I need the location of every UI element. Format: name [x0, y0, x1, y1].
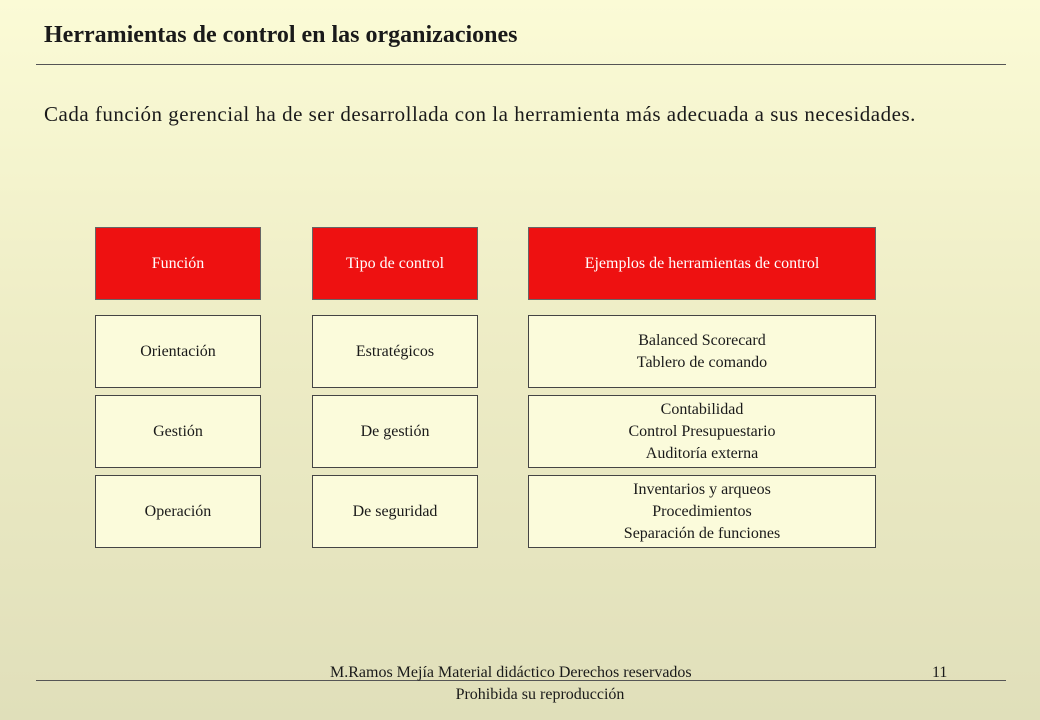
- cell-tipo-estrategicos: Estratégicos: [312, 315, 478, 388]
- example-line: Auditoría externa: [645, 444, 759, 462]
- cell-ejemplos-operacion: [528, 475, 876, 548]
- example-line: Control Presupuestario: [628, 422, 776, 440]
- example-line: Contabilidad: [660, 400, 744, 418]
- cell-tipo-de-seguridad: De seguridad: [312, 475, 478, 548]
- example-line: Balanced Scorecard: [638, 331, 766, 349]
- cell-tipo-de-gestion: De gestión: [312, 395, 478, 468]
- footer-credit: M.Ramos Mejía Material didáctico Derechos reservados: [330, 664, 692, 681]
- example-line: Separación de funciones: [623, 524, 781, 542]
- cell-ejemplos-orientacion: [528, 315, 876, 388]
- cell-funcion-orientacion: Orientación: [95, 315, 261, 388]
- intro-paragraph: Cada función gerencial ha de ser desarrollada con la herramienta más adecuada a sus necesidades.: [44, 102, 916, 126]
- cell-funcion-operacion: Operación: [95, 475, 261, 548]
- example-line: Inventarios y arqueos: [633, 480, 771, 498]
- cell-funcion-gestion: Gestión: [95, 395, 261, 468]
- page-number: 11: [932, 664, 948, 681]
- cell-ejemplos-gestion: [528, 395, 876, 468]
- header-ejemplos: Ejemplos de herramientas de control: [528, 227, 876, 300]
- title-divider: [36, 64, 1006, 65]
- header-funcion: Función: [95, 227, 261, 300]
- example-line: Tablero de comando: [636, 353, 768, 371]
- example-line: Procedimientos: [652, 502, 752, 520]
- footer-notice: Prohibida su reproducción: [455, 686, 625, 703]
- header-tipo-de-control: Tipo de control: [312, 227, 478, 300]
- slide-title: Herramientas de control en las organizaciones: [44, 22, 518, 48]
